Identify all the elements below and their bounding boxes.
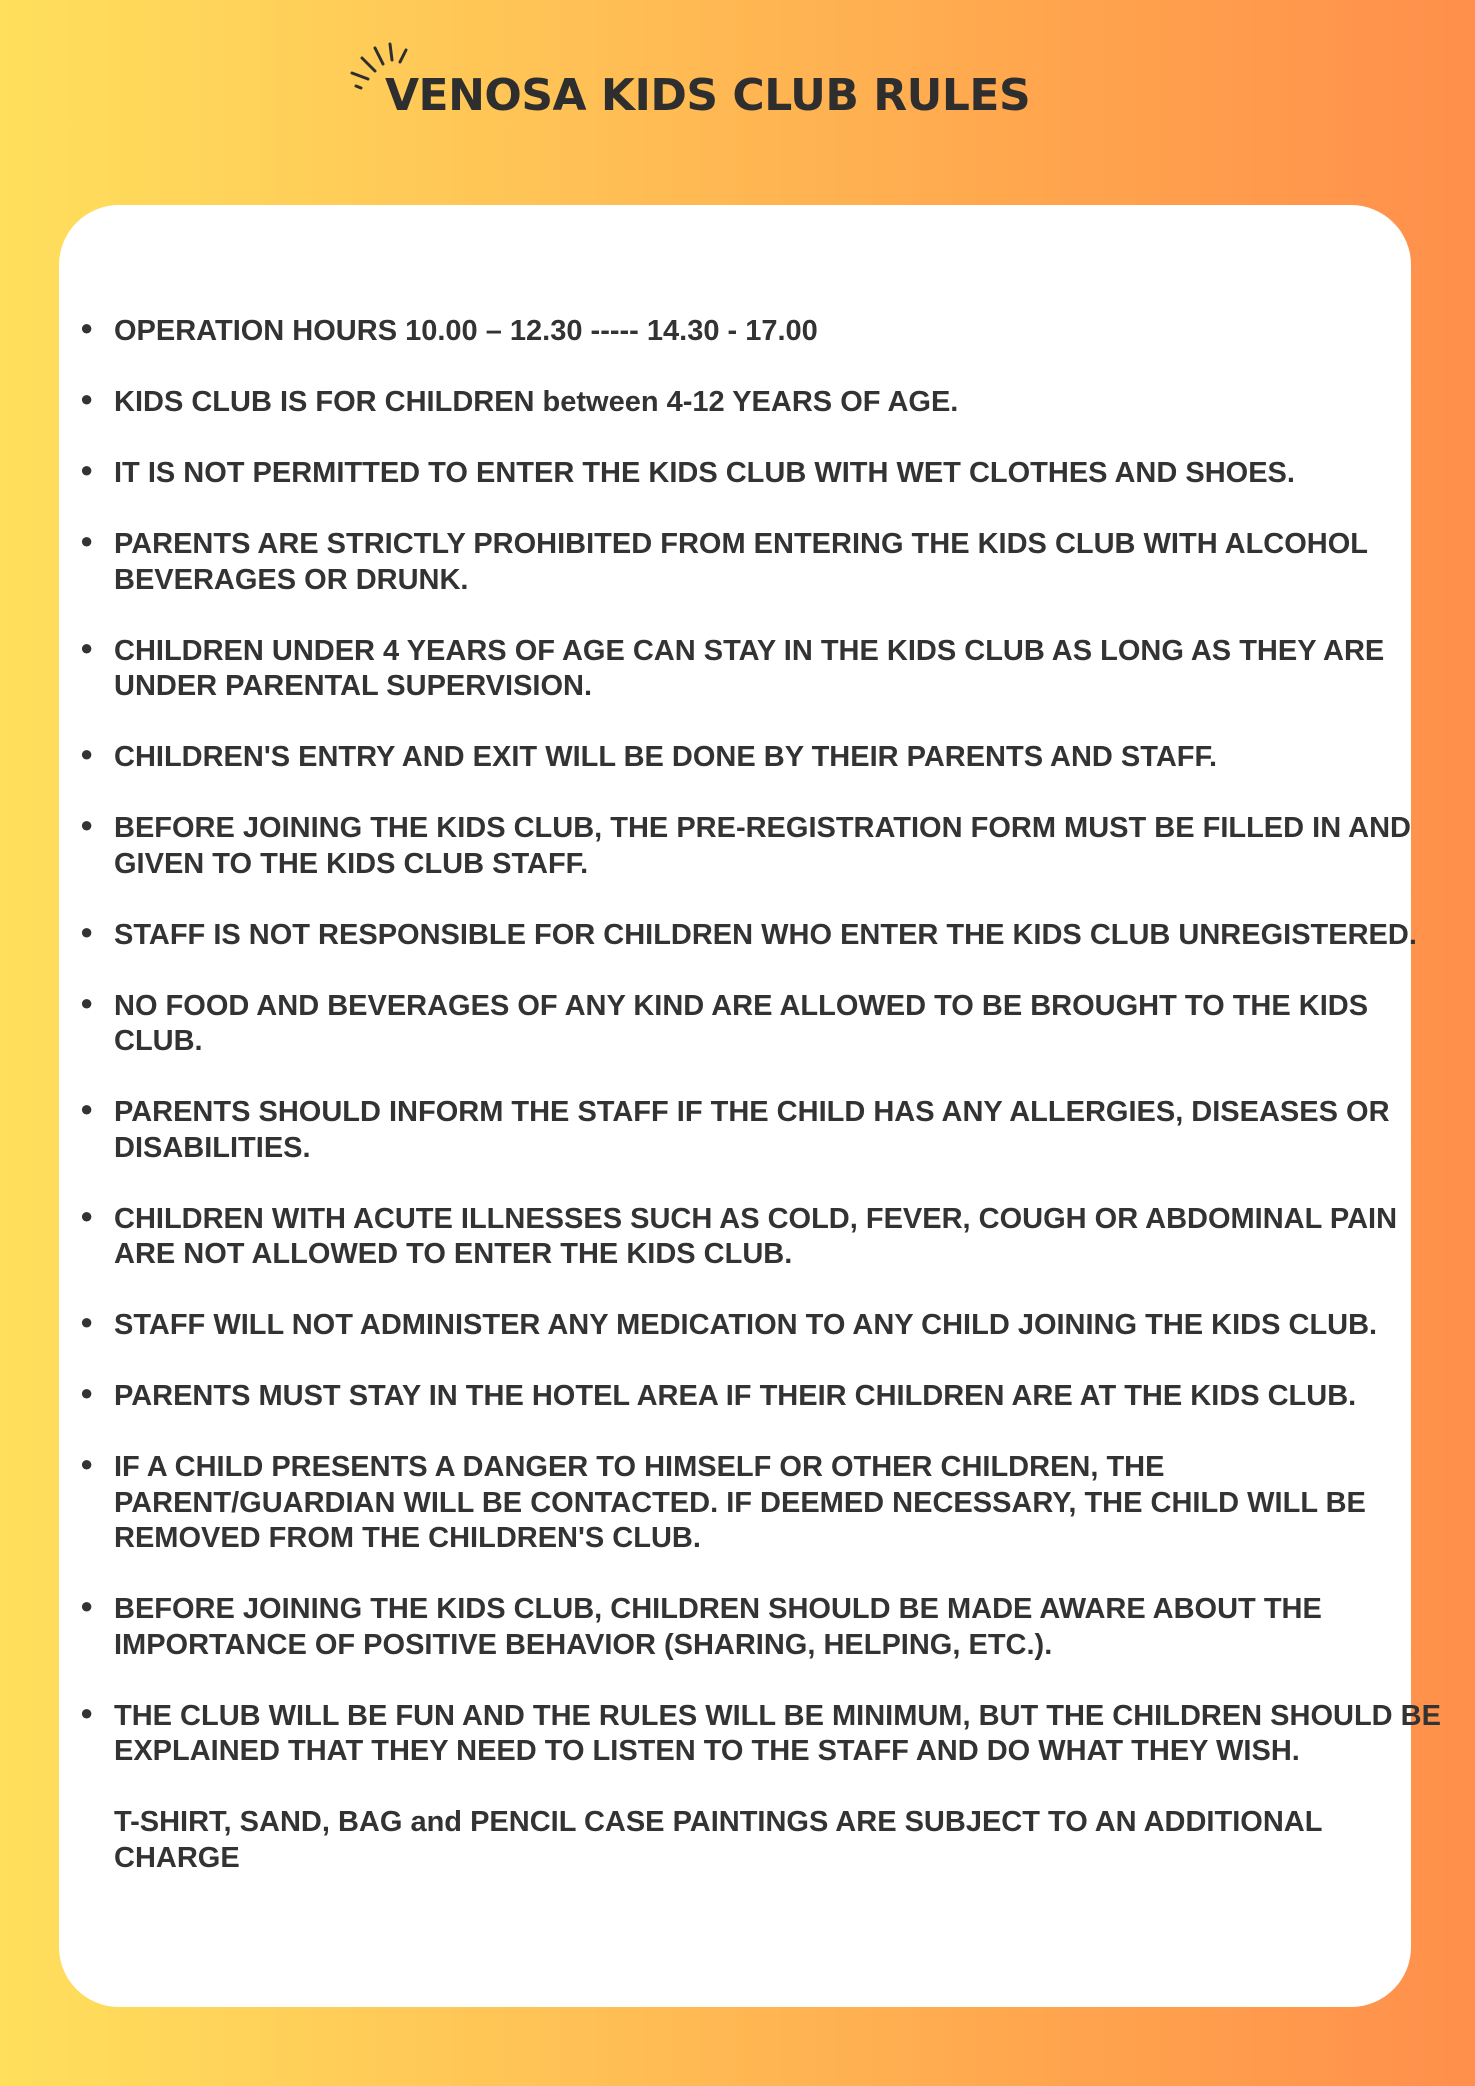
rule-item: [80, 1202, 1450, 1273]
rule-item: [80, 1450, 1450, 1557]
rules-list: [80, 314, 1450, 1876]
rule-text: STAFF WILL NOT ADMINISTER ANY MEDICATION TO ANY CHILD JOINING THE KIDS CLUB.: [114, 1309, 1378, 1341]
rule-text: STAFF IS NOT RESPONSIBLE FOR CHILDREN WHO ENTER THE KIDS CLUB UNREGISTERED.: [114, 918, 1417, 951]
rule-item: [80, 918, 1450, 954]
rule-text: PARENTS MUST STAY IN THE HOTEL AREA IF THEIR CHILDREN ARE AT THE KIDS CLUB.: [114, 1380, 1357, 1412]
bullet-dot-icon: ●: [80, 1699, 94, 1725]
rule-item: [80, 634, 1450, 705]
page-title: VENOSA KIDS CLUB RULES: [385, 70, 1031, 121]
bullet-dot-icon: ●: [80, 1202, 94, 1228]
rule-item: [80, 1379, 1450, 1415]
bullet-dot-icon: ●: [80, 989, 94, 1015]
rule-item: [80, 1095, 1450, 1166]
rule-text: KIDS CLUB IS FOR CHILDREN between 4-12 YEARS OF AGE.: [114, 386, 959, 418]
rule-text: PARENTS ARE STRICTLY PROHIBITED FROM ENTERING THE KIDS CLUB WITH ALCOHOL BEVERAGES OR DRUNK.: [114, 528, 1368, 596]
rule-text: CHILDREN WITH ACUTE ILLNESSES SUCH AS COLD, FEVER, COUGH OR ABDOMINAL PAIN ARE NOT ALLOWED TO ENTER THE KIDS CLUB.: [114, 1202, 1398, 1270]
bullet-dot-icon: ●: [80, 1096, 94, 1121]
rule-item: [80, 989, 1450, 1060]
bullet-dot-icon: ●: [80, 1593, 94, 1618]
rule-text: IF A CHILD PRESENTS A DANGER TO HIMSELF OR OTHER CHILDREN, THE PARENT/GUARDIAN WILL BE CONTACTED. IF DEEMED NECESSARY, THE CHILD WILL BE REMOVED FROM THE CHILDREN'S CLUB.: [114, 1451, 1366, 1554]
rule-item: [80, 314, 1450, 350]
bullet-dot-icon: ●: [80, 528, 94, 553]
rule-text: BEFORE JOINING THE KIDS CLUB, THE PRE-REGISTRATION FORM MUST BE FILLED IN AND GIVEN TO THE KIDS CLUB STAFF.: [114, 812, 1411, 880]
rule-text: PARENTS SHOULD INFORM THE STAFF IF THE CHILD HAS ANY ALLERGIES, DISEASES OR DISABILITIES.: [114, 1096, 1390, 1164]
rule-text: OPERATION HOURS 10.00 – 12.30 ----- 14.30 - 17.00: [114, 315, 818, 347]
rule-text: IT IS NOT PERMITTED TO ENTER THE KIDS CLUB WITH WET CLOTHES AND SHOES.: [114, 457, 1295, 489]
bullet-dot-icon: ●: [80, 741, 94, 766]
rule-text: NO FOOD AND BEVERAGES OF ANY KIND ARE ALLOWED TO BE BROUGHT TO THE KIDS CLUB.: [114, 989, 1369, 1057]
rule-text: BEFORE JOINING THE KIDS CLUB, CHILDREN SHOULD BE MADE AWARE ABOUT THE IMPORTANCE OF POSITIVE BEHAVIOR (SHARING, HELPING, ETC.).: [114, 1593, 1322, 1661]
rule-item: [80, 456, 1450, 492]
title-header: [0, 30, 1475, 140]
additional-charge-note: [80, 1805, 1450, 1876]
rule-item: [80, 1308, 1450, 1344]
note-text: T-SHIRT, SAND, BAG and PENCIL CASE PAINTINGS ARE SUBJECT TO AN ADDITIONAL CHARGE: [114, 1806, 1322, 1874]
bullet-dot-icon: ●: [80, 918, 94, 944]
bullet-dot-icon: ●: [80, 315, 94, 340]
rule-item: [80, 385, 1450, 421]
bullet-dot-icon: ●: [80, 386, 94, 411]
bullet-dot-icon: ●: [80, 634, 94, 660]
bullet-dot-icon: ●: [80, 1380, 94, 1405]
rule-item: [80, 811, 1450, 882]
rule-item: [80, 1699, 1450, 1770]
rule-item: [80, 527, 1450, 598]
rule-text: CHILDREN UNDER 4 YEARS OF AGE CAN STAY IN THE KIDS CLUB AS LONG AS THEY ARE UNDER PARENTAL SUPERVISION.: [114, 634, 1385, 702]
rule-item: [80, 740, 1450, 776]
rule-text: THE CLUB WILL BE FUN AND THE RULES WILL BE MINIMUM, BUT THE CHILDREN SHOULD BE EXPLAINED THAT THEY NEED TO LISTEN TO THE STAFF AND DO WHAT THEY WISH.: [114, 1699, 1441, 1767]
bullet-dot-icon: ●: [80, 1451, 94, 1476]
bullet-dot-icon: ●: [80, 1309, 94, 1334]
bullet-dot-icon: ●: [80, 812, 94, 837]
rule-item: [80, 1592, 1450, 1663]
bullet-dot-icon: ●: [80, 457, 94, 482]
rule-text: CHILDREN'S ENTRY AND EXIT WILL BE DONE BY THEIR PARENTS AND STAFF.: [114, 741, 1218, 773]
